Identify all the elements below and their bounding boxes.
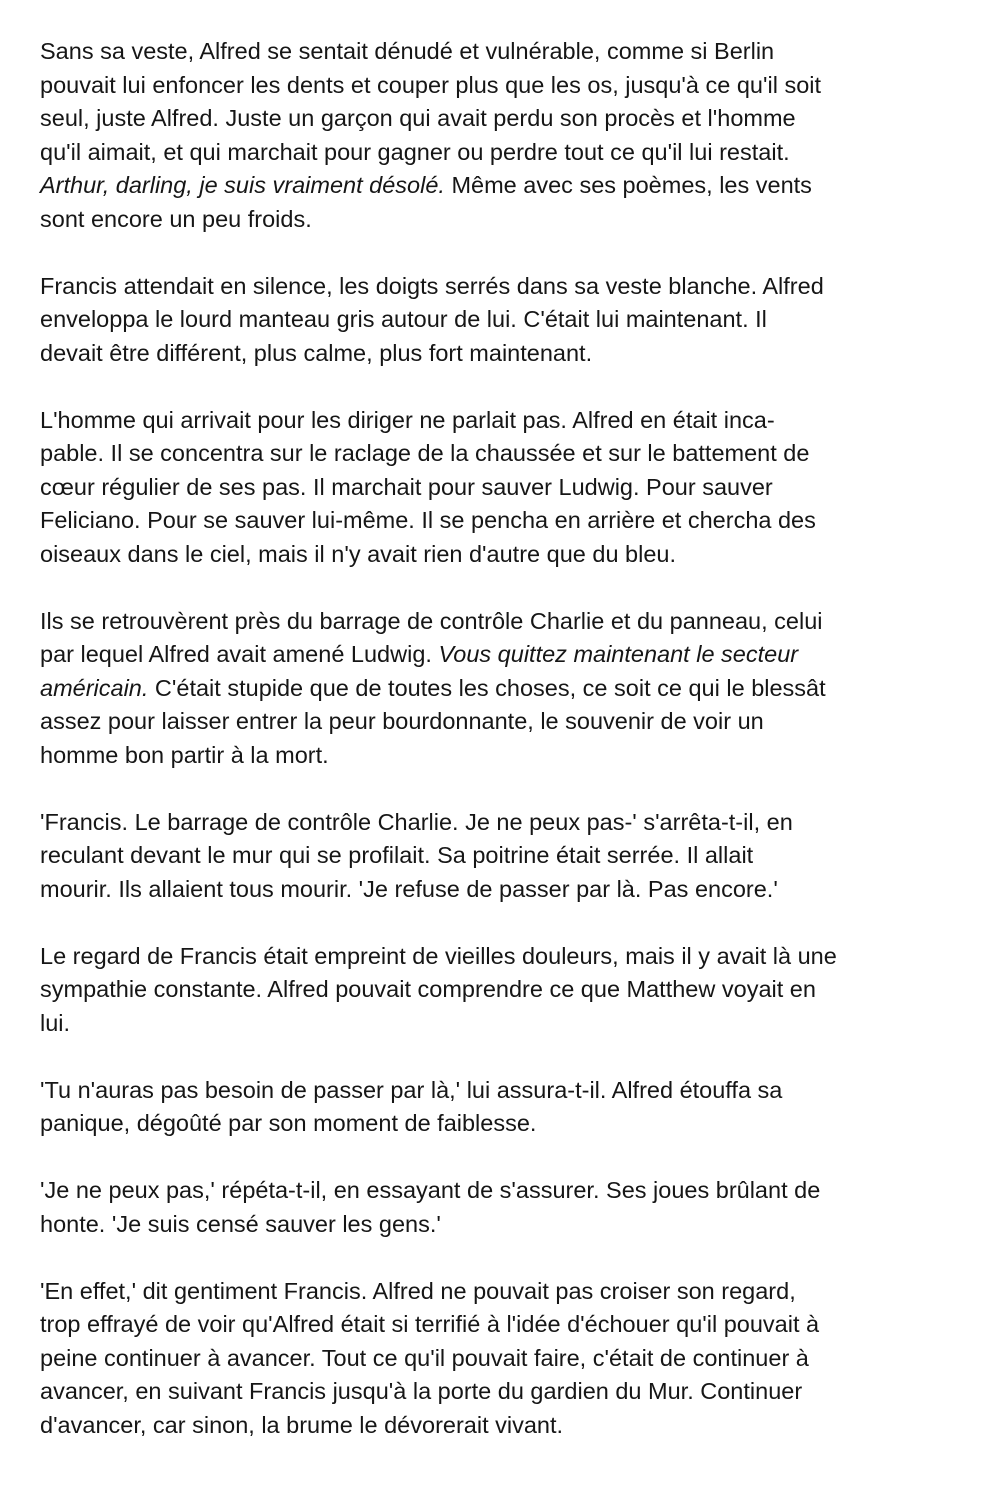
text-line: devait être différent, plus calme, plus fort maintenant. xyxy=(40,339,593,366)
text-line: cœur régulier de ses pas. Il marchait pour sauver Ludwig. Pour sauver xyxy=(40,473,773,500)
text-line: homme bon partir à la mort. xyxy=(40,741,329,768)
text-line: oiseaux dans le ciel, mais il n'y avait rien d'autre que du bleu. xyxy=(40,540,677,567)
text-line: peine continuer à avancer. Tout ce qu'il pouvait faire, c'était de continuer à xyxy=(40,1344,809,1371)
text-line: Ils se retrouvèrent près du barrage de contrôle Charlie et du panneau, celui xyxy=(40,607,823,634)
text-line: Le regard de Francis était empreint de vieilles douleurs, mais il y avait là une xyxy=(40,942,837,969)
text-line: panique, dégoûté par son moment de faiblesse. xyxy=(40,1110,537,1136)
paragraph xyxy=(40,605,970,773)
text-line: Francis attendait en silence, les doigts serrés dans sa veste blanche. Alfred xyxy=(40,272,824,299)
text-line: mourir. Ils allaient tous mourir. 'Je refuse de passer par là. Pas encore.' xyxy=(40,875,778,902)
text-line: trop effrayé de voir qu'Alfred était si terrifié à l'idée d'échouer qu'il pouvait à xyxy=(40,1311,820,1337)
italic-text: Vous quittez maintenant le secteur xyxy=(438,641,799,667)
text-line: qu'il aimait, et qui marchait pour gagner ou perdre tout ce qu'il lui restait. xyxy=(40,138,790,165)
paragraph xyxy=(40,404,970,572)
paragraph xyxy=(40,270,970,371)
text-line: Arthur, darling, je suis vraiment désolé. Même avec ses poèmes, les vents xyxy=(40,172,812,198)
text-line: 'Tu n'auras pas besoin de passer par là,' lui assura-t-il. Alfred étouffa sa xyxy=(40,1076,783,1103)
text-line: américain. C'était stupide que de toutes les choses, ce soit ce qui le blessât xyxy=(40,674,826,701)
document-page xyxy=(40,35,970,1476)
italic-text: Arthur, darling, je suis vraiment désolé. xyxy=(40,172,445,198)
text-line: avancer, en suivant Francis jusqu'à la porte du gardien du Mur. Continuer xyxy=(40,1378,803,1404)
text-line: Feliciano. Pour se sauver lui-même. Il se pencha en arrière et chercha des xyxy=(40,507,816,533)
text-line: enveloppa le lourd manteau gris autour de lui. C'était lui maintenant. Il xyxy=(40,306,767,332)
text-line: pouvait lui enfoncer les dents et couper plus que les os, jusqu'à ce qu'il soit xyxy=(40,71,822,98)
text-line: assez pour laisser entrer la peur bourdonnante, le souvenir de voir un xyxy=(40,708,764,734)
text-line: honte. 'Je suis censé sauver les gens.' xyxy=(40,1210,441,1237)
text-line: L'homme qui arrivait pour les diriger ne parlait pas. Alfred en était inca- xyxy=(40,406,775,433)
text-line: lui. xyxy=(40,1009,71,1036)
text-line: seul, juste Alfred. Juste un garçon qui avait perdu son procès et l'homme xyxy=(40,105,796,131)
paragraph xyxy=(40,35,970,236)
italic-text: américain. xyxy=(40,674,149,701)
text-line: 'Je ne peux pas,' répéta-t-il, en essayant de s'assurer. Ses joues brûlant de xyxy=(40,1177,821,1203)
text-line: d'avancer, car sinon, la brume le dévorerait vivant. xyxy=(40,1411,564,1438)
paragraph xyxy=(40,806,970,907)
paragraph xyxy=(40,1174,970,1241)
text-line: sympathie constante. Alfred pouvait comprendre ce que Matthew voyait en xyxy=(40,976,816,1002)
text-line: Sans sa veste, Alfred se sentait dénudé et vulnérable, comme si Berlin xyxy=(40,38,775,64)
text-line: sont encore un peu froids. xyxy=(40,205,312,232)
paragraph xyxy=(40,1275,970,1443)
text-line: 'En effet,' dit gentiment Francis. Alfred ne pouvait pas croiser son regard, xyxy=(40,1277,796,1304)
text-line: reculant devant le mur qui se profilait. Sa poitrine était serrée. Il allait xyxy=(40,842,754,868)
text-line: 'Francis. Le barrage de contrôle Charlie. Je ne peux pas-' s'arrêta-t-il, en xyxy=(40,808,793,835)
paragraph xyxy=(40,940,970,1041)
text-line: par lequel Alfred avait amené Ludwig. Vous quittez maintenant le secteur xyxy=(40,641,799,667)
paragraph xyxy=(40,1074,970,1141)
text-line: pable. Il se concentra sur le raclage de la chaussée et sur le battement de xyxy=(40,440,810,466)
